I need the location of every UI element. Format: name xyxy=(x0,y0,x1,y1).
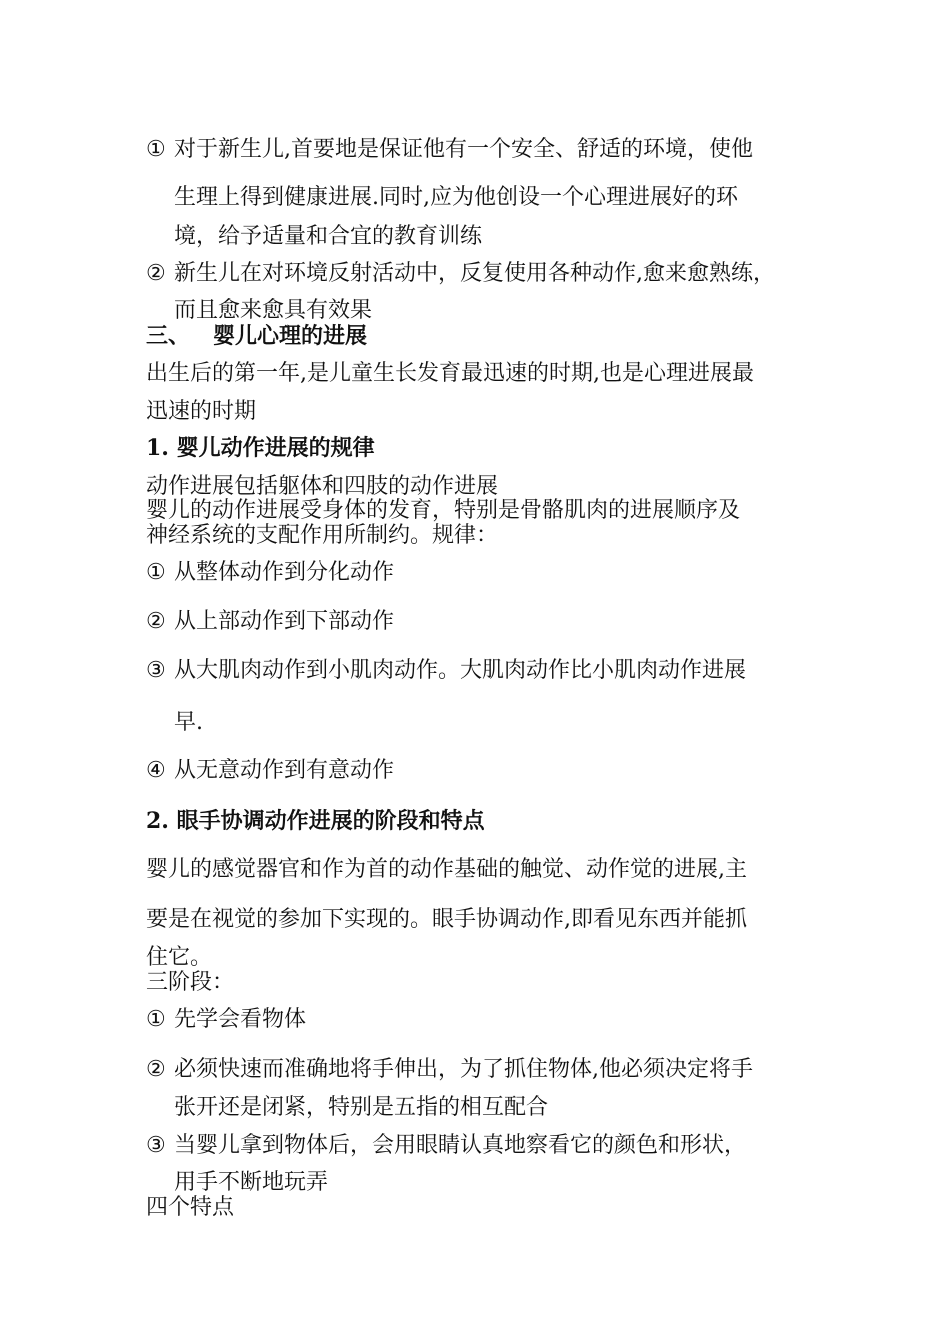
list-item-rule-1 xyxy=(146,560,394,586)
list-item-stage-1 xyxy=(146,1007,306,1033)
paragraph-line: 出生后的第一年,是儿童生长发育最迅速的时期,也是心理进展最 xyxy=(146,361,754,386)
paragraph-text: 从无意动作到有意动作 xyxy=(174,758,395,783)
paragraph-text: 先学会看物体 xyxy=(174,1007,307,1032)
paragraph-text: 从大肌肉动作到小肌肉动作。大肌肉动作比小肌肉动作进展 xyxy=(174,658,747,683)
subsection-heading-2: 2. 眼手协调动作进展的阶段和特点 xyxy=(146,808,485,834)
list-item-rule-2 xyxy=(146,609,394,635)
subsection-heading-1: 1. 婴儿动作进展的规律 xyxy=(146,435,375,461)
paragraph-line: 早. xyxy=(174,710,203,735)
paragraph-text: 从上部动作到下部动作 xyxy=(174,609,395,634)
circled-number-2: ② xyxy=(146,1057,166,1082)
circled-number-2: ② xyxy=(146,261,166,286)
paragraph-text: 当婴儿拿到物体后，会用眼睛认真地察看它的颜色和形状， xyxy=(174,1133,747,1158)
paragraph-text: 从整体动作到分化动作 xyxy=(174,560,395,585)
paragraph-line: 用手不断地玩弄 xyxy=(174,1170,329,1195)
paragraph-line: 境，给予适量和合宜的教育训练 xyxy=(174,224,483,249)
circled-number-3: ③ xyxy=(146,658,166,683)
paragraph-text: 对于新生儿,首要地是保证他有一个安全、舒适的环境，使他 xyxy=(174,137,753,162)
list-item-rule-3 xyxy=(146,658,746,684)
list-item-stage-3 xyxy=(146,1133,746,1159)
paragraph-line: 动作进展包括躯体和四肢的动作进展 xyxy=(146,474,499,499)
circled-number-4: ④ xyxy=(146,758,166,783)
paragraph-line: 三阶段： xyxy=(146,970,235,995)
list-item-2 xyxy=(146,261,775,287)
paragraph-line: 婴儿的动作进展受身体的发育，特别是骨骼肌肉的进展顺序及 xyxy=(146,498,741,523)
section-heading-3: 三、 婴儿心理的进展 xyxy=(146,323,367,349)
paragraph-line: 住它。 xyxy=(146,945,213,970)
paragraph-line: 婴儿的感觉器官和作为首的动作基础的触觉、动作觉的进展,主 xyxy=(146,857,747,882)
paragraph-text: 必须快速而准确地将手伸出，为了抓住物体,他必须决定将手 xyxy=(174,1057,753,1082)
paragraph-line: 迅速的时期 xyxy=(146,399,257,424)
paragraph-line: 生理上得到健康进展.同时,应为他创设一个心理进展好的环 xyxy=(174,185,738,210)
circled-number-2: ② xyxy=(146,609,166,634)
paragraph-text: 新生儿在对环境反射活动中，反复使用各种动作,愈来愈熟练， xyxy=(174,261,775,286)
paragraph-line: 要是在视觉的参加下实现的。眼手协调动作,即看见东西并能抓 xyxy=(146,907,747,932)
list-item-stage-2 xyxy=(146,1057,753,1083)
circled-number-1: ① xyxy=(146,1007,166,1032)
paragraph-line: 神经系统的支配作用所制约。规律： xyxy=(146,523,499,548)
list-item-rule-4 xyxy=(146,758,394,784)
circled-number-3: ③ xyxy=(146,1133,166,1158)
paragraph-line: 张开还是闭紧，特别是五指的相互配合 xyxy=(174,1095,549,1120)
circled-number-1: ① xyxy=(146,137,166,162)
list-item-1 xyxy=(146,137,753,163)
paragraph-line: 四个特点 xyxy=(146,1195,235,1220)
paragraph-line: 而且愈来愈具有效果 xyxy=(174,298,373,323)
circled-number-1: ① xyxy=(146,560,166,585)
